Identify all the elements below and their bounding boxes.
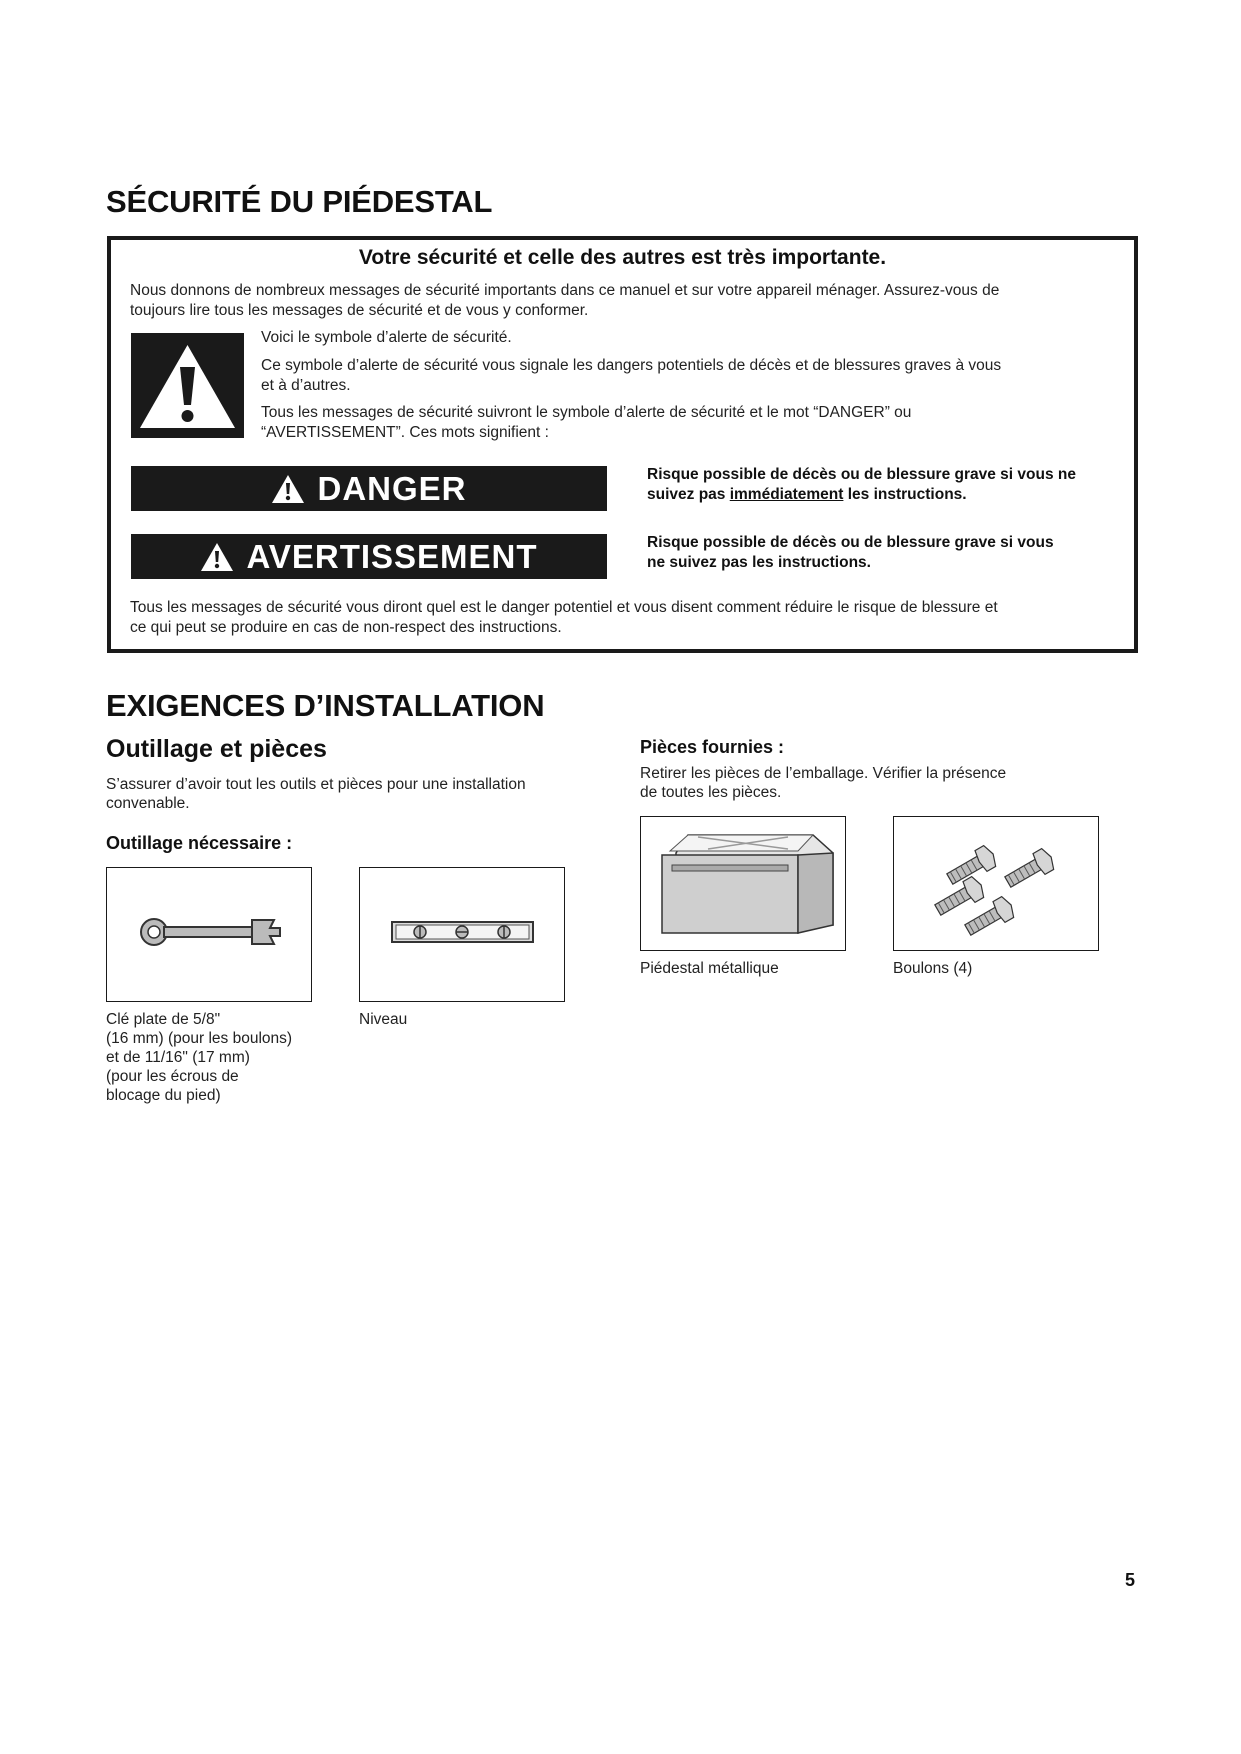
bolts-icon [911, 826, 1081, 941]
warning-label: AVERTISSEMENT [246, 537, 538, 575]
level-caption: Niveau [359, 1011, 408, 1028]
parts-intro [640, 764, 1006, 802]
warning-description [647, 533, 1054, 573]
danger-label: DANGER [317, 469, 467, 507]
wrench-caption-line: et de 11/16" (17 mm) [106, 1049, 250, 1066]
warning-triangle-icon [200, 542, 234, 572]
tools-intro-line: S’assurer d’avoir tout les outils et pièces pour une installation [106, 776, 526, 793]
bolts-caption: Boulons (4) [893, 960, 973, 977]
level-icon [390, 915, 535, 954]
tools-intro [106, 775, 526, 813]
wrench-caption-line: blocage du pied) [106, 1087, 221, 1104]
warning-description-line: ne suivez pas les instructions. [647, 554, 871, 571]
parts-title: Pièces fournies : [640, 737, 785, 757]
required-tools-title: Outillage nécessaire : [106, 833, 293, 853]
warning-triangle-icon [271, 474, 305, 504]
pedestal-figure [640, 816, 846, 951]
safety-intro-line: Nous donnons de nombreux messages de sécurité importants dans ce manuel et sur votre appareil ménager. Assurez-vous de [130, 282, 1000, 299]
tools-title: Outillage et pièces [106, 735, 327, 763]
pedestal-caption: Piédestal métallique [640, 960, 779, 977]
safety-footer-line: Tous les messages de sécurité vous diront quel est le danger potentiel et vous disent comment réduire le risque de blessure et [130, 599, 998, 616]
danger-desc-pre: suivez pas [647, 486, 730, 503]
wrench-caption [106, 1010, 292, 1105]
wrench-icon [134, 912, 284, 957]
danger-description-line: Risque possible de décès ou de blessure grave si vous ne [647, 466, 1076, 483]
safety-title: SÉCURITÉ DU PIÉDESTAL [106, 184, 493, 219]
installation-title: EXIGENCES D’INSTALLATION [106, 688, 545, 723]
parts-intro-line: de toutes les pièces. [640, 784, 782, 801]
safety-box-heading: Votre sécurité et celle des autres est très importante. [358, 246, 887, 269]
safety-alert-symbol-icon [131, 333, 244, 438]
safety-footer [130, 598, 998, 638]
safety-intro-line: toujours lire tous les messages de sécurité et de vous y conformer. [130, 302, 589, 319]
danger-banner [131, 466, 607, 511]
danger-description [647, 465, 1076, 505]
bolts-figure [893, 816, 1099, 951]
danger-desc-post: les instructions. [843, 486, 967, 503]
signal-words-intro [261, 403, 911, 443]
tools-intro-line: convenable. [106, 795, 190, 812]
pedestal-icon [648, 821, 838, 946]
warning-description-line: Risque possible de décès ou de blessure grave si vous [647, 534, 1054, 551]
page-number: 5 [1125, 1570, 1136, 1590]
safety-footer-line: ce qui peut se produire en cas de non-respect des instructions. [130, 619, 562, 636]
wrench-caption-line: (pour les écrous de [106, 1068, 239, 1085]
danger-desc-emphasis: immédiatement [729, 486, 844, 503]
symbol-description [261, 356, 1001, 396]
signal-words-line: Tous les messages de sécurité suivront le symbole d’alerte de sécurité et le mot “DANGER” ou [261, 404, 912, 421]
wrench-figure [106, 867, 312, 1002]
warning-banner [131, 534, 607, 579]
wrench-caption-line: (16 mm) (pour les boulons) [106, 1030, 293, 1047]
danger-description-line [647, 485, 1076, 505]
symbol-description-line: Ce symbole d’alerte de sécurité vous signale les dangers potentiels de décès et de blessures graves à vous [261, 357, 1002, 374]
signal-words-line: “AVERTISSEMENT”. Ces mots signifient : [261, 424, 549, 441]
symbol-text: Voici le symbole d’alerte de sécurité. [261, 329, 512, 346]
symbol-description-line: et à d’autres. [261, 377, 351, 394]
level-figure [359, 867, 565, 1002]
safety-intro [130, 281, 999, 321]
parts-intro-line: Retirer les pièces de l’emballage. Vérifier la présence [640, 765, 1007, 782]
wrench-caption-line: Clé plate de 5/8" [106, 1011, 221, 1028]
